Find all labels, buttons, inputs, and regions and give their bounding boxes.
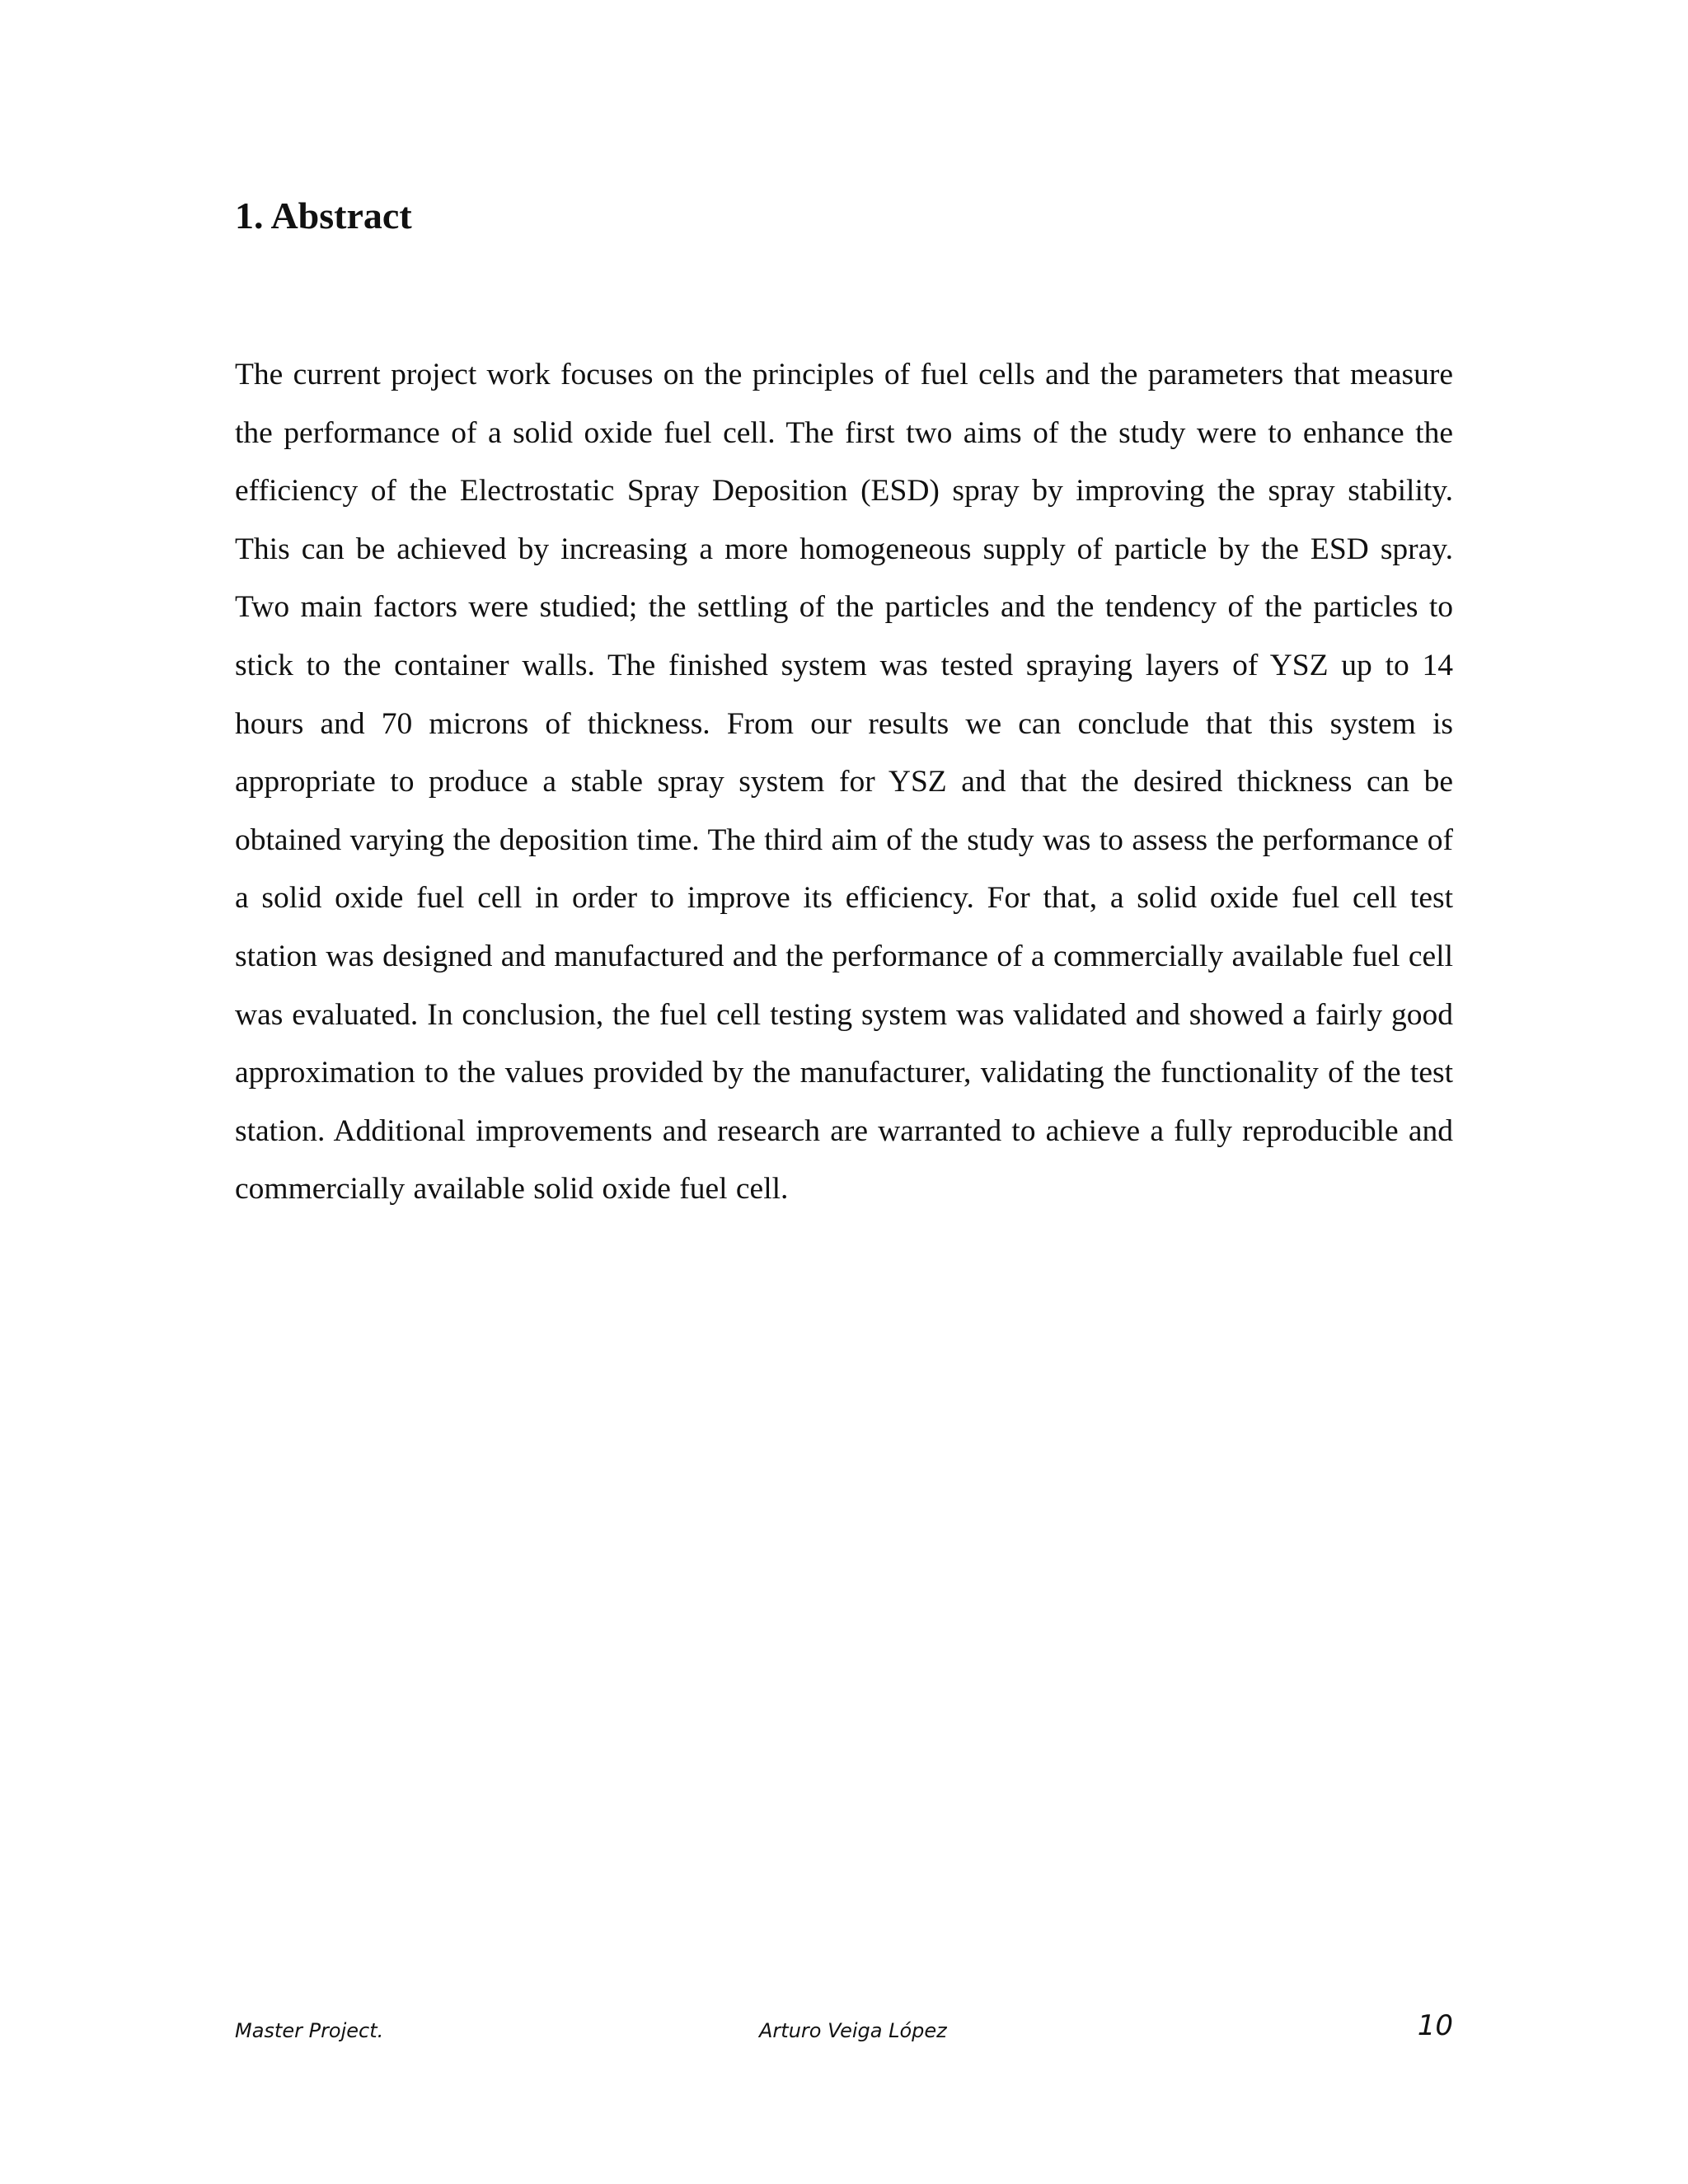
- page-footer: [235, 2009, 1453, 2050]
- footer-project-label: Master Project.: [235, 2019, 384, 2042]
- footer-author: Arturo Veiga López: [759, 2019, 947, 2042]
- section-heading: 1. Abstract: [235, 194, 412, 237]
- abstract-paragraph: The current project work focuses on the principles of fuel cells and the parameters that measure the performance of a solid oxide fuel cell. The first two aims of the study were to enhance the efficiency of the Electrostatic Spray Deposition (ESD) spray by improving the spray stability. This can be achieved by increasing a more homogeneous supply of particle by the ESD spray. Two main factors were studied; the settling of the particles and the tendency of the particles to stick to the container walls. The finished system was tested spraying layers of YSZ up to 14 hours and 70 microns of thickness. From our results we can conclude that this system is appropriate to produce a stable spray system for YSZ and that the desired thickness can be obtained varying the deposition time. The third aim of the study was to assess the performance of a solid oxide fuel cell in order to improve its efficiency. For that, a solid oxide fuel cell test station was designed and manufactured and the performance of a commercially available fuel cell was evaluated. In conclusion, the fuel cell testing system was validated and showed a fairly good approximation to the values provided by the manufacturer, validating the functionality of the test station. Additional improvements and research are warranted to achieve a fully reproducible and commercially available solid oxide fuel cell.: [235, 358, 1453, 1207]
- page-number: 10: [1417, 2009, 1453, 2042]
